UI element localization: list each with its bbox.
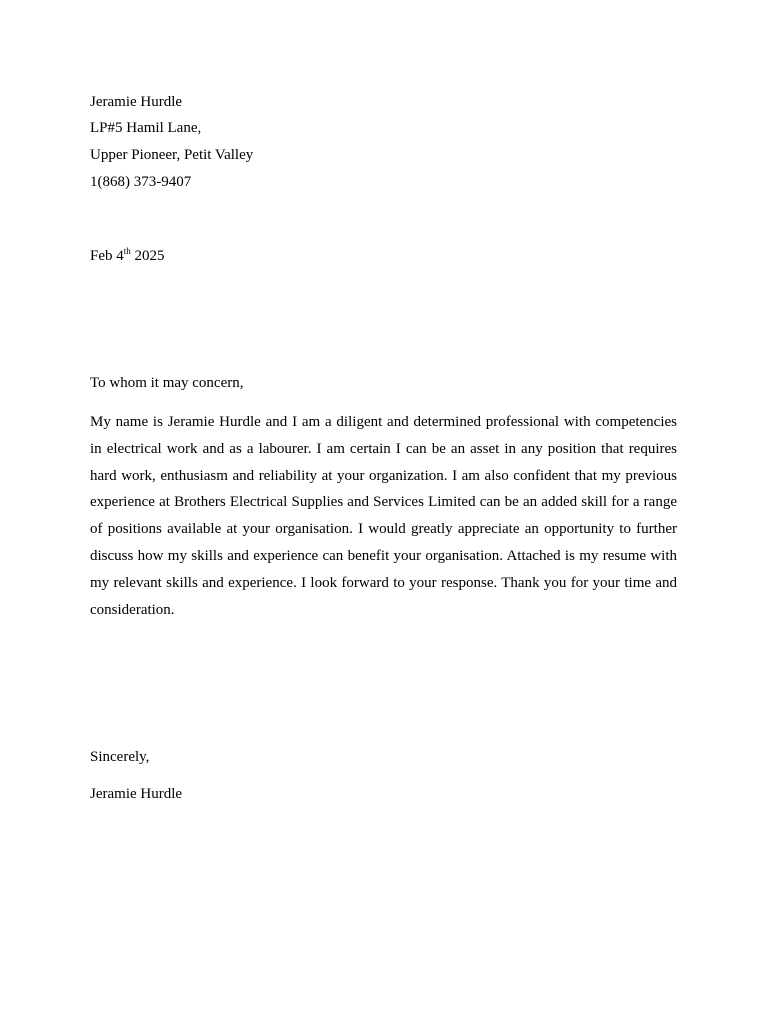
sender-address-line1: LP#5 Hamil Lane, <box>90 120 202 136</box>
date-year: 2025 <box>130 248 165 264</box>
sender-name: Jeramie Hurdle <box>90 94 183 110</box>
closing: Sincerely, <box>90 749 150 765</box>
letter-date <box>90 247 165 265</box>
date-ordinal-suffix: th <box>123 246 131 256</box>
sender-phone: 1(868) 373-9407 <box>90 174 192 190</box>
date-month-day: Feb 4 <box>90 248 124 264</box>
letter-body: My name is Jeramie Hurdle and I am a diligent and determined professional with competencies in electrical work and as a labourer. I am certain I can be an asset in any position that requires hard work, enthusiasm and reliability at your organization. I am also confident that my previous experience at Brothers Electrical Supplies and Services Limited can be an added skill for a range of positions available at your organisation. I would greatly appreciate an opportunity to further discuss how my skills and experience can benefit your organisation. Attached is my resume with my relevant skills and experience. I look forward to your response. Thank you for your time and consideration. <box>90 414 677 618</box>
salutation: To whom it may concern, <box>90 375 244 391</box>
signature-name: Jeramie Hurdle <box>90 786 183 802</box>
sender-address-line2: Upper Pioneer, Petit Valley <box>90 147 254 163</box>
